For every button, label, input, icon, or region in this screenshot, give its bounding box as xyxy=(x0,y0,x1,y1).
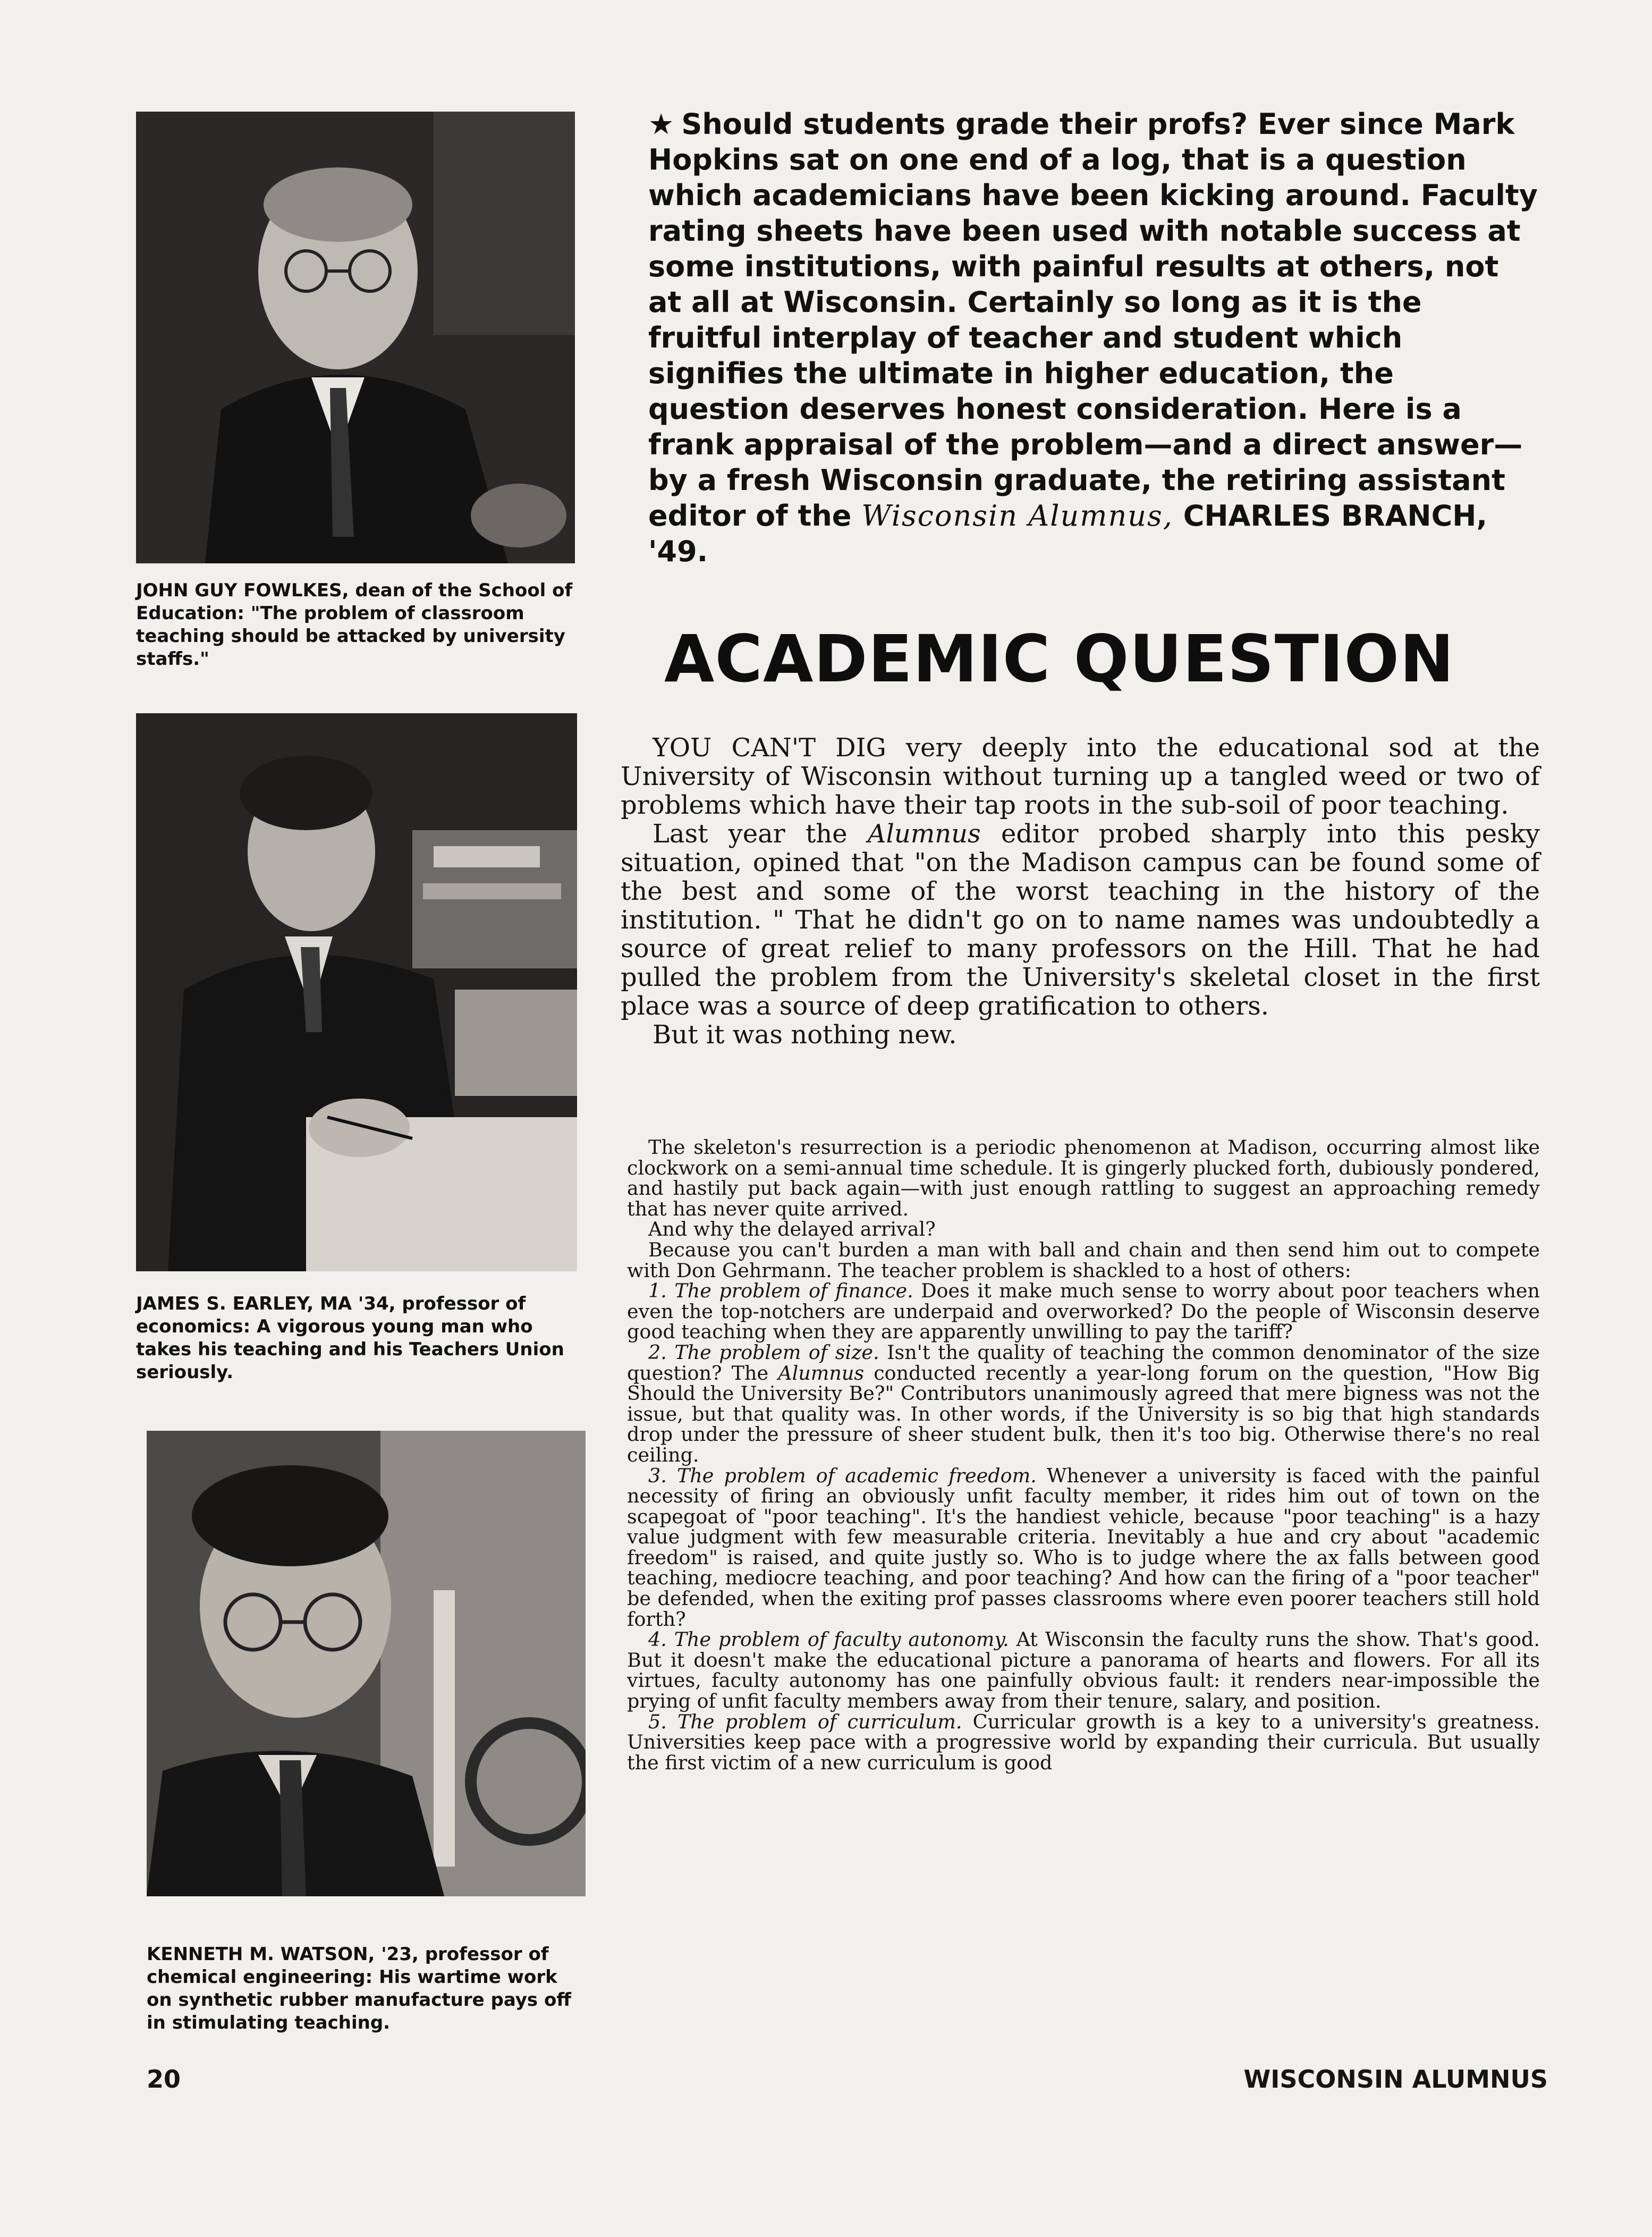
intro-text: Should students grade their profs? Ever since Mark Hopkins sat on one end of a log, that is a question which academicians have been kicking around. Faculty rating sheets have been used with notable success at some institutions, with painful results at others, not at all at Wisconsin. Certainly so long as it is the fruitful interplay of teacher and student which signifies the ultimate in higher education, the question deserves honest consideration. Here is a frank appraisal of the problem—and a direct answer—by a fresh Wisconsin graduate, the retiring assistant editor of the xyxy=(648,107,1538,533)
photo-watson xyxy=(147,1431,586,1896)
page-number: 20 xyxy=(147,2065,181,2094)
lead-paragraph-2 xyxy=(621,820,1540,1020)
photo-fowlkes xyxy=(136,112,575,563)
item-text: Curricular growth is a key to a university's greatness. Universities keep pace with a progressive world by expanding their curricula. But usually the first victim of a new curriculum is good xyxy=(627,1710,1540,1774)
portrait-earley-illustration xyxy=(136,713,577,1271)
caption-watson: KENNETH M. WATSON, '23, professor of chemical engineering: His wartime work on synthetic rubber manufacture pays off in stimulating teaching. xyxy=(147,1944,571,2033)
item-text: Whenever a university is faced with the painful necessity of firing an obviously unfit faculty member, it rides him out of town on the scapegoat of "poor teaching". It's the handiest vehicle, because "poor teaching" is a hazy value judgment with few measurable criteria. Inevitably a hue and cry about "academic freedom" is raised, and quite justly so. Who is to judge where the ax falls between good teaching, mediocre teaching, and poor teaching? And how can the firing of a "poor teacher" be defended, when the exiting prof passes classrooms where even poorer teachers still hold forth? xyxy=(627,1464,1540,1631)
portrait-watson-illustration xyxy=(147,1431,586,1896)
lead-paragraph-1: YOU CAN'T DIG very deeply into the educational sod at the University of Wisconsin without turning up a tangled weed or two of problems which have their tap roots in the sub-soil of poor teaching. xyxy=(621,733,1540,820)
body-paragraph-1: The skeleton's resurrection is a periodic phenomenon at Madison, occurring almost like clockwork on a semi-annual time schedule. It is gingerly plucked forth, dubiously pondered, and hastily put back again—with just enough rattling to suggest an approaching remedy that has never quite arrived. xyxy=(627,1136,1540,1220)
star-icon: ★ xyxy=(648,107,674,141)
lead-p2-text-b: editor probed sharply into this pesky situation, opined that "on the Madison campus can be found some of the best and some of the worst teaching in the history of the institution. " That he didn't go on to name names was undoubtedly a source of great relief to many professors on the Hill. That he had pulled the problem from the University's skeletal closet in the first place was a source of deep gratification to others. xyxy=(621,819,1540,1021)
body-item-size xyxy=(627,1340,1540,1466)
intro-byline: CHARLES BRANCH, '49. xyxy=(648,499,1487,568)
body-paragraph-3: Because you can't burden a man with ball and chain and then send him out to compete with Don Gehrmann. The teacher problem is shackled to a host of others: xyxy=(627,1238,1540,1282)
intro-standfirst xyxy=(648,106,1541,569)
item-text: Isn't the quality of teaching the common denominator of the size question? The xyxy=(627,1340,1540,1385)
publication-name-footer: WISCONSIN ALUMNUS xyxy=(1243,2065,1548,2094)
item-text: At Wisconsin the faculty runs the show. That's good. But it doesn't make the educational picture a panorama of hearts and flowers. For all its virtues, faculty autonomy has one painfully obvious fault: it renders near-impossible the prying of unfit faculty members away from their tenure, salary, and position. xyxy=(627,1628,1540,1713)
item-text: conducted recently a year-long forum on the question, "How Big Should the University Be?" Contributors unanimously agreed that mere bigness was not the issue, but that quality was. In other words, if the University is so big that high standards drop under the pressure of sheer student bulk, then it's too big. Otherwise there's no real ceiling. xyxy=(627,1361,1540,1466)
item-label: 1. The problem of finance. xyxy=(648,1279,913,1303)
body-item-finance xyxy=(627,1281,1540,1343)
item-label: 4. The problem of faculty autonomy. xyxy=(648,1628,1009,1651)
portrait-fowlkes-illustration xyxy=(136,112,575,563)
article-lead xyxy=(621,733,1540,1049)
item-label: 3. The problem of academic freedom. xyxy=(648,1464,1037,1487)
article-body xyxy=(627,1137,1540,1773)
photo-earley xyxy=(136,713,577,1271)
body-paragraph-2: And why the delayed arrival? xyxy=(648,1218,936,1241)
lead-paragraph-3: But it was nothing new. xyxy=(653,1020,957,1050)
item-label: 2. The problem of size. xyxy=(648,1340,879,1364)
item-text: Does it make much sense to worry about poor teachers when even the top-notchers are underpaid and overworked? Do the people of Wisconsin deserve good teaching when they are apparently unwilling to pay the tariff? xyxy=(627,1279,1540,1344)
body-item-academic-freedom xyxy=(627,1466,1540,1630)
item-label: 5. The problem of curriculum. xyxy=(648,1710,962,1733)
page-title: ACADEMIC QUESTION xyxy=(664,621,1455,697)
body-item-faculty-autonomy xyxy=(627,1630,1540,1711)
lead-p2-text-a: Last year the xyxy=(653,819,848,849)
intro-publication-name: Wisconsin Alumnus, xyxy=(861,499,1173,533)
lead-p2-em: Alumnus xyxy=(867,819,981,849)
item-em: Alumnus xyxy=(778,1361,865,1385)
caption-fowlkes: JOHN GUY FOWLKES, dean of the School of Education: "The problem of classroom teaching should be attacked by university staffs." xyxy=(136,580,573,670)
body-item-curriculum xyxy=(627,1712,1540,1774)
caption-earley: JAMES S. EARLEY, MA '34, professor of economics: A vigorous young man who takes his teaching and his Teachers Union seriously. xyxy=(136,1293,564,1383)
